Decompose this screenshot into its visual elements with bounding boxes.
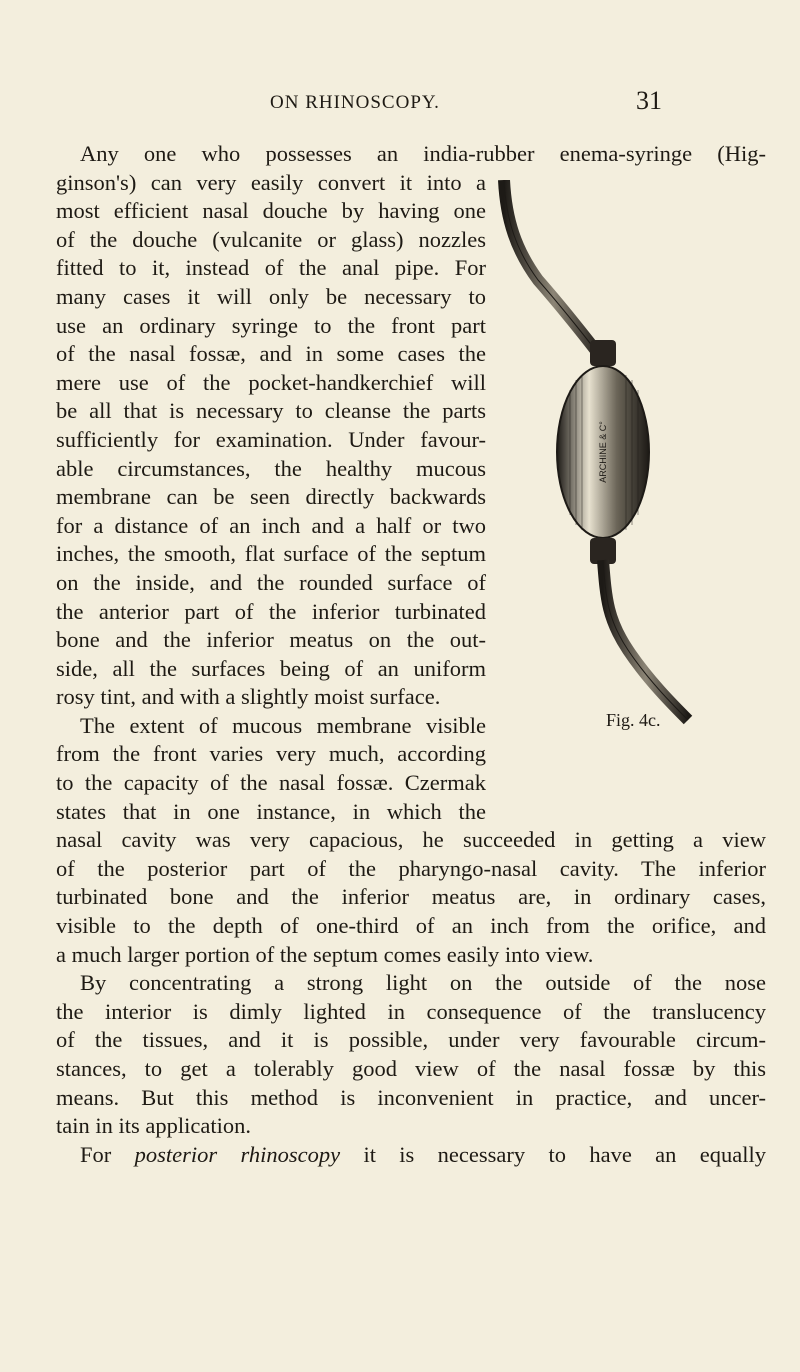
text-line: on the inside, and the rounded surface of bbox=[56, 569, 486, 595]
text-line: the interior is dimly lighted in consequence of the translucency bbox=[56, 998, 766, 1024]
text-line: of the posterior part of the pharyngo-nasal cavity. The inferior bbox=[56, 855, 766, 881]
enema-syringe-illustration bbox=[498, 180, 698, 740]
text-line: membrane can be seen directly backwards bbox=[56, 484, 486, 510]
text-line: bone and the inferior meatus on the out- bbox=[56, 627, 486, 653]
text-line: for a distance of an inch and a half or two bbox=[56, 512, 486, 538]
upper-tube bbox=[504, 180, 603, 360]
text-line: means. But this method is inconvenient in practice, and uncer- bbox=[56, 1084, 766, 1110]
text-line: states that in one instance, in which the bbox=[56, 798, 486, 824]
text-line: turbinated bone and the inferior meatus are, in ordinary cases, bbox=[56, 884, 766, 910]
text-line: of the nasal fossæ, and in some cases the bbox=[56, 341, 486, 367]
text-line bbox=[56, 1141, 766, 1170]
upper-valve bbox=[590, 340, 616, 366]
text-line: of the tissues, and it is possible, under very favourable circum- bbox=[56, 1027, 766, 1053]
text-run: it is necessary to have an equally bbox=[340, 1141, 766, 1167]
text-line: inches, the smooth, flat surface of the septum bbox=[56, 541, 486, 567]
text-line: side, all the surfaces being of an uniform bbox=[56, 655, 486, 681]
text-line: be all that is necessary to cleanse the parts bbox=[56, 398, 486, 424]
maker-stamp-text: ARCHINE & C° bbox=[598, 421, 608, 483]
text-line: fitted to it, instead of the anal pipe. For bbox=[56, 255, 486, 281]
text-line: most efficient nasal douche by having one bbox=[56, 198, 486, 224]
text-line: The extent of mucous membrane visible bbox=[80, 712, 486, 738]
text-line: ginson's) can very easily convert it into a bbox=[56, 169, 486, 195]
text-line: rosy tint, and with a slightly moist surface. bbox=[56, 684, 441, 710]
running-title: ON RHINOSCOPY. bbox=[270, 92, 440, 113]
text-line: nasal cavity was very capacious, he succeeded in getting a view bbox=[56, 827, 766, 853]
italic-term: posterior rhinoscopy bbox=[134, 1141, 341, 1167]
page-header bbox=[0, 86, 800, 122]
text-line: visible to the depth of one-third of an inch from the orifice, and bbox=[56, 913, 766, 939]
syringe-figure bbox=[498, 180, 698, 740]
text-line: to the capacity of the nasal fossæ. Czermak bbox=[56, 770, 486, 796]
maker-stamp bbox=[598, 421, 608, 483]
figure-caption: Fig. 4c. bbox=[606, 710, 661, 730]
text-line: from the front varies very much, according bbox=[56, 741, 486, 767]
text-line: Any one who possesses an india-rubber enema-syringe (Hig- bbox=[80, 141, 766, 166]
text-line: By concentrating a strong light on the outside of the nose bbox=[80, 970, 766, 996]
text-line: use an ordinary syringe to the front part bbox=[56, 312, 486, 338]
text-line: the anterior part of the inferior turbinated bbox=[56, 598, 486, 624]
lower-tube bbox=[603, 560, 688, 720]
text-line: of the douche (vulcanite or glass) nozzles bbox=[56, 226, 486, 252]
text-line: a much larger portion of the septum comes easily into view. bbox=[56, 941, 594, 967]
text-line: sufficiently for examination. Under favour- bbox=[56, 426, 486, 452]
text-line: stances, to get a tolerably good view of the nasal fossæ by this bbox=[56, 1056, 766, 1081]
text-line: mere use of the pocket-handkerchief will bbox=[56, 369, 486, 395]
text-run: For bbox=[80, 1141, 135, 1167]
text-line: many cases it will only be necessary to bbox=[56, 283, 486, 309]
text-line: tain in its application. bbox=[56, 1113, 251, 1139]
page-number: 31 bbox=[636, 86, 662, 115]
text-line: able circumstances, the healthy mucous bbox=[56, 455, 486, 481]
